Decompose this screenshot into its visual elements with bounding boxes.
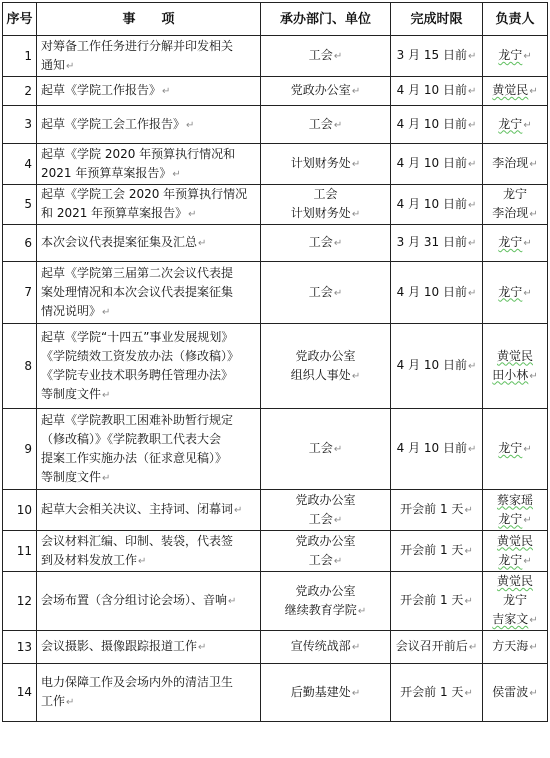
paragraph-mark: ↵ [198,642,207,653]
dept-cell [261,185,391,225]
header-row [3,3,548,36]
paragraph-mark: ↵ [333,514,343,526]
paragraph-mark: ↵ [102,306,111,318]
dept-name: 工会↵ [308,441,343,455]
task-text-line: 起草《学院“十四五”事业发展规划》 [41,329,234,344]
dept-name: 党政办公室 [295,492,356,507]
deadline-cell [391,106,483,144]
deadline-text: 4 月 10 日前 [396,441,467,455]
row-number: 2 [3,77,37,106]
deadline-cell [391,36,483,77]
header-no: 序号 [3,3,37,36]
task-text-line: 情况说明》↵ [41,303,111,318]
dept-name: 工会↵ [308,235,343,249]
header-task: 事 项 [37,3,261,36]
owner-line [486,532,544,551]
owner-cell [483,36,548,77]
paragraph-mark: ↵ [333,238,343,249]
task-cell [37,144,261,185]
task-text-line: 等制度文件↵ [41,469,111,484]
paragraph-mark: ↵ [529,159,538,170]
dept-name: 计划财务处↵ [290,156,361,170]
task-text-line: 起草《学院第三届第二次会议代表提 [41,265,234,280]
paragraph-mark: ↵ [467,287,477,299]
owner-line [486,81,544,101]
paragraph-mark: ↵ [523,514,532,526]
dept-cell [261,77,391,106]
deadline-cell [391,572,483,631]
dept-name: 组织人事处↵ [290,367,361,382]
deadline-cell [391,490,483,531]
owner-cell [483,409,548,490]
task-text-line: 本次会议代表提案征集及汇总↵ [41,235,207,249]
table-row [3,36,548,77]
deadline-text: 4 月 10 日前 [396,196,467,211]
deadline-text: 会议召开前后 [395,639,468,653]
paragraph-mark: ↵ [351,642,361,653]
deadline-cell [391,324,483,409]
owner-name: 龙宁 [498,511,523,526]
task-cell [37,490,261,531]
dept-name: 继续教育学院↵ [284,602,367,617]
task-text-line: 和 2021 年预算草案报告》↵ [41,206,197,220]
deadline-cell [391,77,483,106]
paragraph-mark: ↵ [467,86,477,97]
row-number: 6 [3,225,37,262]
owner-cell [483,490,548,531]
deadline-text: 开会前 1 天 [400,593,464,607]
owner-name: 李治现 [492,206,529,220]
paragraph-mark: ↵ [464,596,473,607]
dept-cell [261,490,391,531]
deadline-cell [391,664,483,722]
table-row [3,631,548,664]
paragraph-mark: ↵ [464,505,473,516]
task-cell [37,409,261,490]
row-number: 12 [3,572,37,631]
owner-line [486,115,544,135]
task-text-line: 会议材料汇编、印制、装袋，代表签 [41,533,234,548]
dept-cell [261,409,391,490]
task-text-line: 起草《学院工会工作报告》↵ [41,116,195,131]
dept-cell [261,664,391,722]
row-number: 3 [3,106,37,144]
task-cell [37,531,261,572]
owner-name: 龙宁 [498,48,523,62]
paragraph-mark: ↵ [172,168,181,180]
deadline-text: 4 月 10 日前 [396,284,467,299]
owner-name: 黄觉民 [496,533,533,548]
owner-line [486,185,544,204]
owner-name: 侯雷波 [492,684,529,699]
dept-name: 工会↵ [308,552,343,567]
paragraph-mark: ↵ [234,505,243,516]
task-cell [37,324,261,409]
paragraph-mark: ↵ [529,615,538,626]
deadline-cell [391,262,483,324]
owner-name: 龙宁 [498,235,523,249]
owner-line [486,439,544,459]
owner-name: 龙宁 [498,441,523,455]
task-text-line: 起草大会相关决议、主持词、闭幕词↵ [41,502,243,516]
paragraph-mark: ↵ [467,444,477,455]
dept-name: 党政办公室 [295,583,356,598]
task-cell [37,106,261,144]
owner-name: 田小林 [492,367,529,382]
deadline-text: 3 月 31 日前 [396,235,467,249]
task-text-line: 工作↵ [41,694,75,708]
owner-name: 蔡家瑶 [496,492,533,507]
task-text-line: 起草《学院工会 2020 年预算执行情况 [41,187,248,201]
paragraph-mark: ↵ [467,238,477,249]
deadline-text: 开会前 1 天 [400,502,464,516]
row-number: 1 [3,36,37,77]
table-row [3,664,548,722]
task-cell [37,77,261,106]
owner-cell [483,631,548,664]
paragraph-mark: ↵ [188,209,197,220]
dept-name: 党政办公室 [295,533,356,548]
owner-cell [483,572,548,631]
paragraph-mark: ↵ [138,555,147,567]
deadline-cell [391,225,483,262]
paragraph-mark: ↵ [357,605,367,617]
dept-cell [261,531,391,572]
owner-line [486,204,544,224]
row-number: 9 [3,409,37,490]
dept-name: 计划财务处↵ [290,206,361,220]
paragraph-mark: ↵ [468,642,478,653]
owner-cell [483,77,548,106]
dept-name: 工会↵ [308,284,343,299]
header-deadline: 完成时限 [391,3,483,36]
task-text-line: 2021 年预算草案报告》↵ [41,165,181,180]
row-number: 8 [3,324,37,409]
paragraph-mark: ↵ [529,642,538,653]
owner-name: 龙宁 [502,187,527,201]
row-number: 13 [3,631,37,664]
owner-name: 黄觉民 [496,348,533,363]
paragraph-mark: ↵ [523,119,532,131]
paragraph-mark: ↵ [529,687,538,699]
task-text-line: 起草《学院教职工困难补助暂行规定 [41,412,234,427]
paragraph-mark: ↵ [523,51,532,62]
owner-name: 龙宁 [498,116,523,131]
paragraph-mark: ↵ [333,555,343,567]
task-text-line: 通知↵ [41,57,75,72]
paragraph-mark: ↵ [228,596,237,607]
row-number: 5 [3,185,37,225]
owner-name: 龙宁 [498,552,523,567]
owner-name: 龙宁 [498,284,523,299]
paragraph-mark: ↵ [523,444,532,455]
paragraph-mark: ↵ [467,119,477,131]
deadline-text: 3 月 15 日前 [396,48,467,62]
task-cell [37,664,261,722]
deadline-text: 开会前 1 天 [400,684,464,699]
task-cell [37,225,261,262]
owner-cell [483,106,548,144]
owner-line [486,572,544,591]
owner-line [486,233,544,253]
task-cell [37,185,261,225]
deadline-cell [391,531,483,572]
owner-line [486,154,544,174]
paragraph-mark: ↵ [102,472,111,484]
dept-cell [261,144,391,185]
paragraph-mark: ↵ [186,119,195,131]
dept-name: 工会↵ [308,116,343,131]
paragraph-mark: ↵ [351,370,361,382]
task-text-line: 案处理情况和本次会议代表提案征集 [41,284,234,299]
row-number: 4 [3,144,37,185]
paragraph-mark: ↵ [467,159,477,170]
paragraph-mark: ↵ [102,389,111,401]
owner-name: 黄觉民 [492,83,529,97]
paragraph-mark: ↵ [333,444,343,455]
owner-line [486,591,544,610]
paragraph-mark: ↵ [467,361,477,372]
owner-cell [483,144,548,185]
paragraph-mark: ↵ [333,287,343,299]
dept-cell [261,631,391,664]
owner-line [486,491,544,510]
paragraph-mark: ↵ [467,199,477,211]
owner-name: 方天海 [492,639,529,653]
paragraph-mark: ↵ [351,687,361,699]
owner-line [486,637,544,657]
deadline-text: 4 月 10 日前 [396,83,467,97]
task-text-line: 提案工作实施办法（征求意见稿）》 [41,450,228,465]
table-row [3,144,548,185]
deadline-text: 4 月 10 日前 [396,156,467,170]
dept-name: 后勤基建处↵ [290,684,361,699]
table-row [3,572,548,631]
paragraph-mark: ↵ [66,60,75,72]
dept-cell [261,36,391,77]
paragraph-mark: ↵ [529,86,538,97]
owner-cell [483,664,548,722]
owner-line [486,683,544,703]
task-text-line: 对筹备工作任务进行分解并印发相关 [41,38,234,53]
task-cell [37,36,261,77]
owner-cell [483,185,548,225]
owner-line [486,347,544,366]
dept-cell [261,572,391,631]
owner-line [486,510,544,530]
owner-name: 李治现 [492,156,529,170]
paragraph-mark: ↵ [464,687,473,699]
task-text-line: 起草《学院工作报告》↵ [41,83,171,97]
owner-line [486,46,544,66]
task-cell [37,631,261,664]
table-body [3,36,548,722]
deadline-text: 开会前 1 天 [400,543,464,557]
deadline-cell [391,631,483,664]
dept-name: 工会↵ [308,511,343,526]
paragraph-mark: ↵ [529,209,538,220]
table-row [3,225,548,262]
deadline-cell [391,185,483,225]
dept-name: 党政办公室↵ [290,83,361,97]
dept-cell [261,106,391,144]
paragraph-mark: ↵ [523,555,532,567]
owner-name: 黄觉民 [496,574,533,588]
owner-line [486,610,544,630]
owner-line [486,551,544,571]
owner-cell [483,324,548,409]
task-cell [37,572,261,631]
owner-cell [483,531,548,572]
dept-name: 党政办公室 [295,348,356,363]
deadline-text: 4 月 10 日前 [396,116,467,131]
dept-name: 宣传统战部↵ [290,639,361,653]
table-row [3,531,548,572]
table-row [3,77,548,106]
dept-cell [261,324,391,409]
table-row [3,490,548,531]
row-number: 10 [3,490,37,531]
dept-cell [261,262,391,324]
dept-name: 工会 [313,187,338,201]
paragraph-mark: ↵ [523,287,532,299]
deadline-cell [391,409,483,490]
paragraph-mark: ↵ [351,159,361,170]
dept-cell [261,225,391,262]
owner-line [486,283,544,303]
task-text-line: 《学院专业技术职务聘任管理办法》 [41,367,234,382]
paragraph-mark: ↵ [467,51,477,62]
header-owner: 负责人 [483,3,548,36]
owner-cell [483,225,548,262]
owner-line [486,366,544,386]
paragraph-mark: ↵ [333,51,343,62]
table-row [3,106,548,144]
table-row [3,324,548,409]
row-number: 7 [3,262,37,324]
task-assignment-table [2,2,548,722]
owner-cell [483,262,548,324]
table-row [3,409,548,490]
task-text-line: 《学院绩效工资发放办法（修改稿）》 [41,348,240,363]
task-text-line: 到及材料发放工作↵ [41,552,147,567]
paragraph-mark: ↵ [529,370,538,382]
task-text-line: （修改稿）》《学院教职工代表大会 [41,431,222,446]
deadline-text: 4 月 10 日前 [396,358,467,372]
owner-name: 吉家文 [492,612,529,626]
paragraph-mark: ↵ [66,697,75,708]
deadline-cell [391,144,483,185]
table-row [3,262,548,324]
task-text-line: 电力保障工作及会场内外的清洁卫生 [41,675,234,689]
paragraph-mark: ↵ [198,238,207,249]
row-number: 14 [3,664,37,722]
paragraph-mark: ↵ [333,119,343,131]
task-text-line: 会场布置（含分组讨论会场）、音响↵ [41,593,237,607]
paragraph-mark: ↵ [351,86,361,97]
paragraph-mark: ↵ [351,209,361,220]
paragraph-mark: ↵ [464,546,473,557]
task-cell [37,262,261,324]
paragraph-mark: ↵ [523,238,532,249]
row-number: 11 [3,531,37,572]
table-row [3,185,548,225]
task-text-line: 会议摄影、摄像跟踪报道工作↵ [41,639,207,653]
task-text-line: 等制度文件↵ [41,386,111,401]
header-dept: 承办部门、单位 [261,3,391,36]
task-text-line: 起草《学院 2020 年预算执行情况和 [41,146,236,161]
paragraph-mark: ↵ [162,86,171,97]
owner-name: 龙宁 [502,593,527,607]
dept-name: 工会↵ [308,48,343,62]
